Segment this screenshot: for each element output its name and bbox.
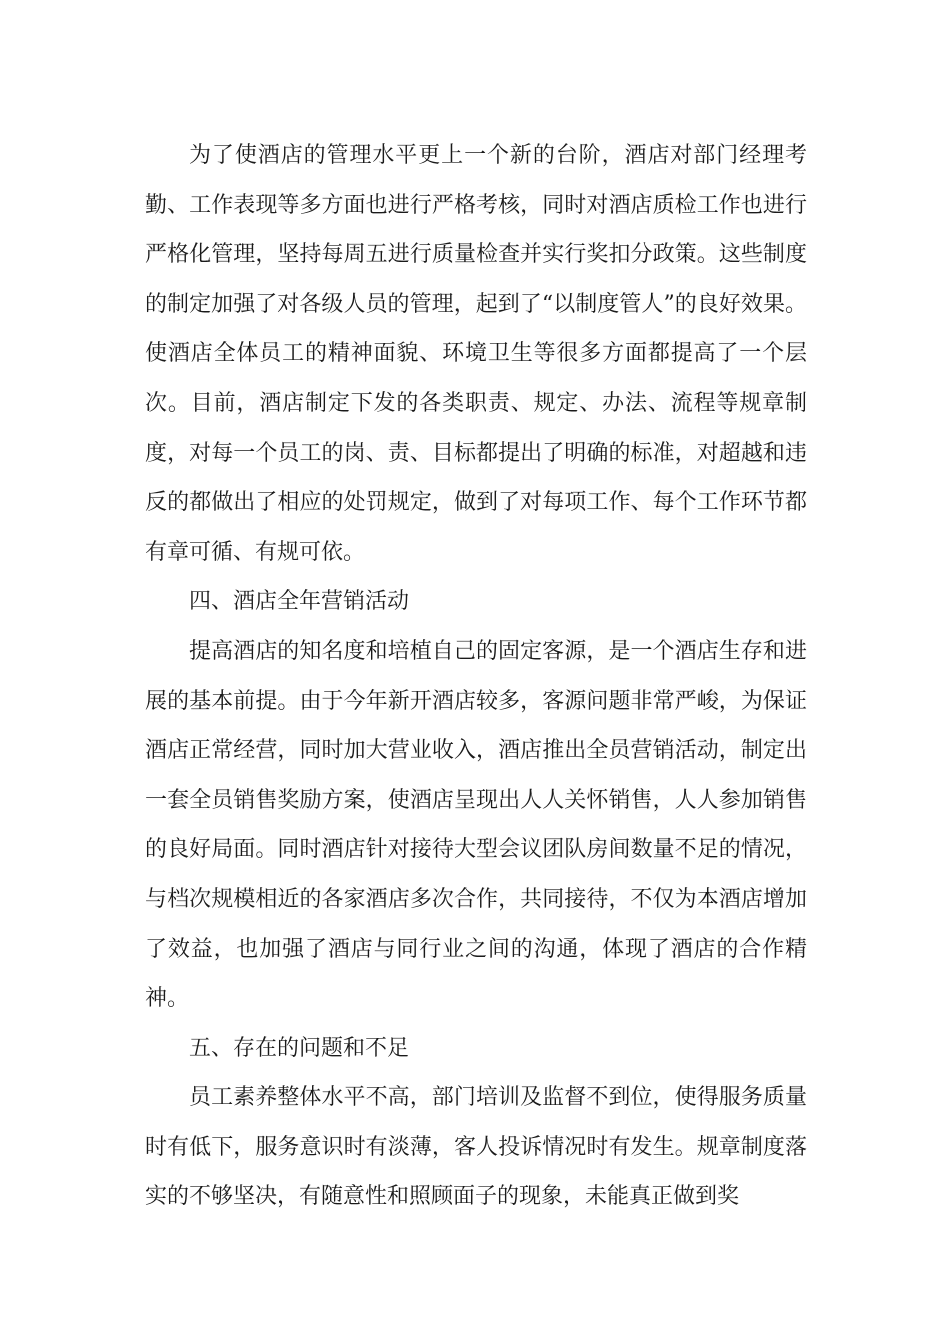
paragraph-management-system: 为了使酒店的管理水平更上一个新的台阶，酒店对部门经理考勤、工作表现等多方面也进行严格考核，同时对酒店质检工作也进行严格化管理，坚持每周五进行质量检查并实行奖扣分政策。这些制度的制定加强了对各级人员的管理，起到了“以制度管人”的良好效果。使酒店全体员工的精神面貌、环境卫生等很多方面都提高了一个层次。目前，酒店制定下发的各类职责、规定、办法、流程等规章制度，对每一个员工的岗、责、目标都提出了明确的标准，对超越和违反的都做出了相应的处罚规定，做到了对每项工作、每个工作环节都有章可循、有规可依。 xyxy=(145,143,807,565)
section-heading-problems: 五、存在的问题和不足 xyxy=(189,1035,410,1061)
paragraph-marketing-activities: 提高酒店的知名度和培植自己的固定客源，是一个酒店生存和进展的基本前提。由于今年新开酒店较多，客源问题非常严峻，为保证酒店正常经营，同时加大营业收入，酒店推出全员营销活动，制定出一套全员销售奖励方案，使酒店呈现出人人关怀销售，人人参加销售的良好局面。同时酒店针对接待大型会议团队房间数量不足的情况，与档次规模相近的各家酒店多次合作，共同接待，不仅为本酒店增加了效益，也加强了酒店与同行业之间的沟通，体现了酒店的合作精神。 xyxy=(145,638,807,1012)
section-heading-marketing: 四、酒店全年营销活动 xyxy=(189,589,410,615)
paragraph-problems: 员工素养整体水平不高，部门培训及监督不到位，使得服务质量时有低下，服务意识时有淡薄，客人投诉情况时有发生。规章制度落实的不够坚决，有随意性和照顾面子的现象，未能真正做到奖 xyxy=(145,1085,807,1210)
document-body xyxy=(145,131,807,1222)
